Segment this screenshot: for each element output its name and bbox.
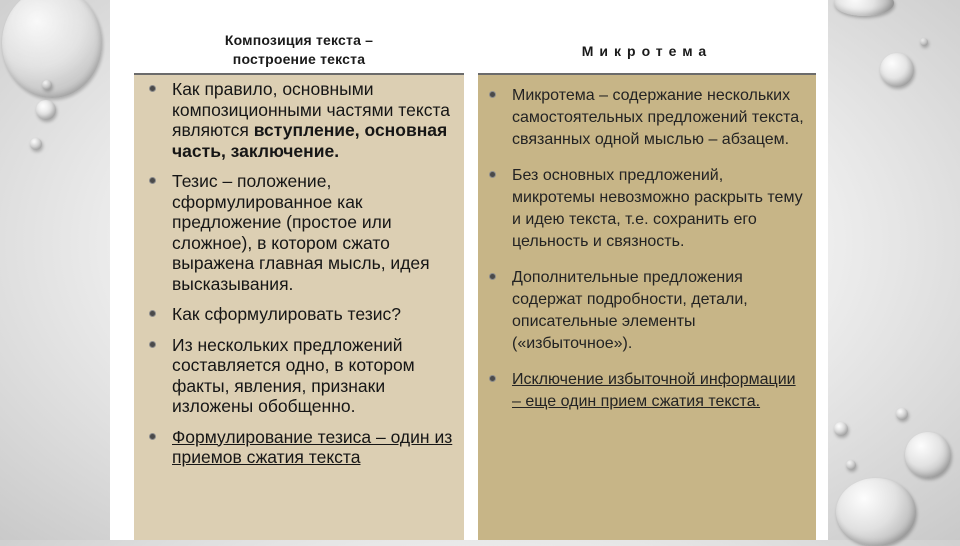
water-drop-decoration — [834, 422, 848, 436]
comparison-table — [134, 27, 816, 540]
bullet-icon — [490, 172, 495, 177]
list-item — [490, 165, 808, 253]
list-item-text: Как правило, основными композиционными частями текста являются — [172, 79, 451, 140]
water-drop-decoration — [896, 408, 908, 420]
water-drop-decoration — [2, 0, 102, 98]
water-drop-decoration — [846, 460, 856, 470]
list-item-underlined-text: Исключение избыточной информации – еще один прием сжатия текста. — [512, 371, 796, 410]
left-header-line2: построение текста — [232, 51, 366, 67]
water-drop-decoration — [920, 38, 928, 46]
list-item-text: Как сформулировать тезис? — [172, 304, 401, 324]
right-column-header: Микротема — [478, 27, 816, 75]
list-item-text: Из нескольких предложений составляется одно, в котором факты, явления, признаки изложены обобщенно. — [172, 334, 415, 416]
water-drop-decoration — [834, 0, 894, 16]
list-item — [150, 335, 456, 417]
column-divider — [464, 27, 478, 540]
list-item — [490, 369, 808, 413]
list-item-underlined-text: Формулирование тезиса – один из приемов сжатия текста — [172, 426, 453, 467]
bullet-icon — [490, 274, 495, 279]
water-drop-decoration — [905, 432, 951, 478]
list-item — [150, 79, 456, 161]
bullet-icon — [150, 86, 155, 91]
water-drop-decoration — [30, 138, 42, 150]
list-item — [490, 267, 808, 355]
list-item — [150, 171, 456, 294]
left-bullet-list — [150, 79, 456, 478]
left-column-header — [134, 27, 464, 75]
list-item — [490, 85, 808, 151]
list-item-text: Дополнительные предложения содержат подробности, детали, описательные элементы («избыточное»). — [512, 269, 748, 352]
right-bullet-list — [490, 85, 808, 427]
bullet-icon — [490, 376, 495, 381]
list-item-bold-text: вступление, основная часть, заключение. — [172, 120, 448, 161]
list-item-text: Тезис – положение, сформулированное как предложение (простое или сложное), в котором сжато выражена главная мысль, идея высказывания. — [172, 171, 430, 294]
bullet-icon — [150, 311, 155, 316]
water-drop-decoration — [36, 100, 56, 120]
left-header-line1: Композиция текста – — [224, 32, 374, 48]
list-item-text: Без основных предложений, микротемы невозможно раскрыть тему и идею текста, т.е. сохранить его цельность и связность. — [512, 167, 803, 250]
water-drop-decoration — [880, 53, 914, 87]
bullet-icon — [150, 342, 155, 347]
list-item-text: Микротема – содержание нескольких самостоятельных предложений текста, связанных одной мыслью – абзацем. — [512, 87, 804, 148]
list-item — [150, 427, 456, 468]
list-item — [150, 304, 456, 325]
bullet-icon — [150, 434, 155, 439]
bullet-icon — [150, 178, 155, 183]
bullet-icon — [490, 92, 495, 97]
water-drop-decoration — [836, 478, 916, 546]
water-drop-decoration — [42, 80, 52, 90]
